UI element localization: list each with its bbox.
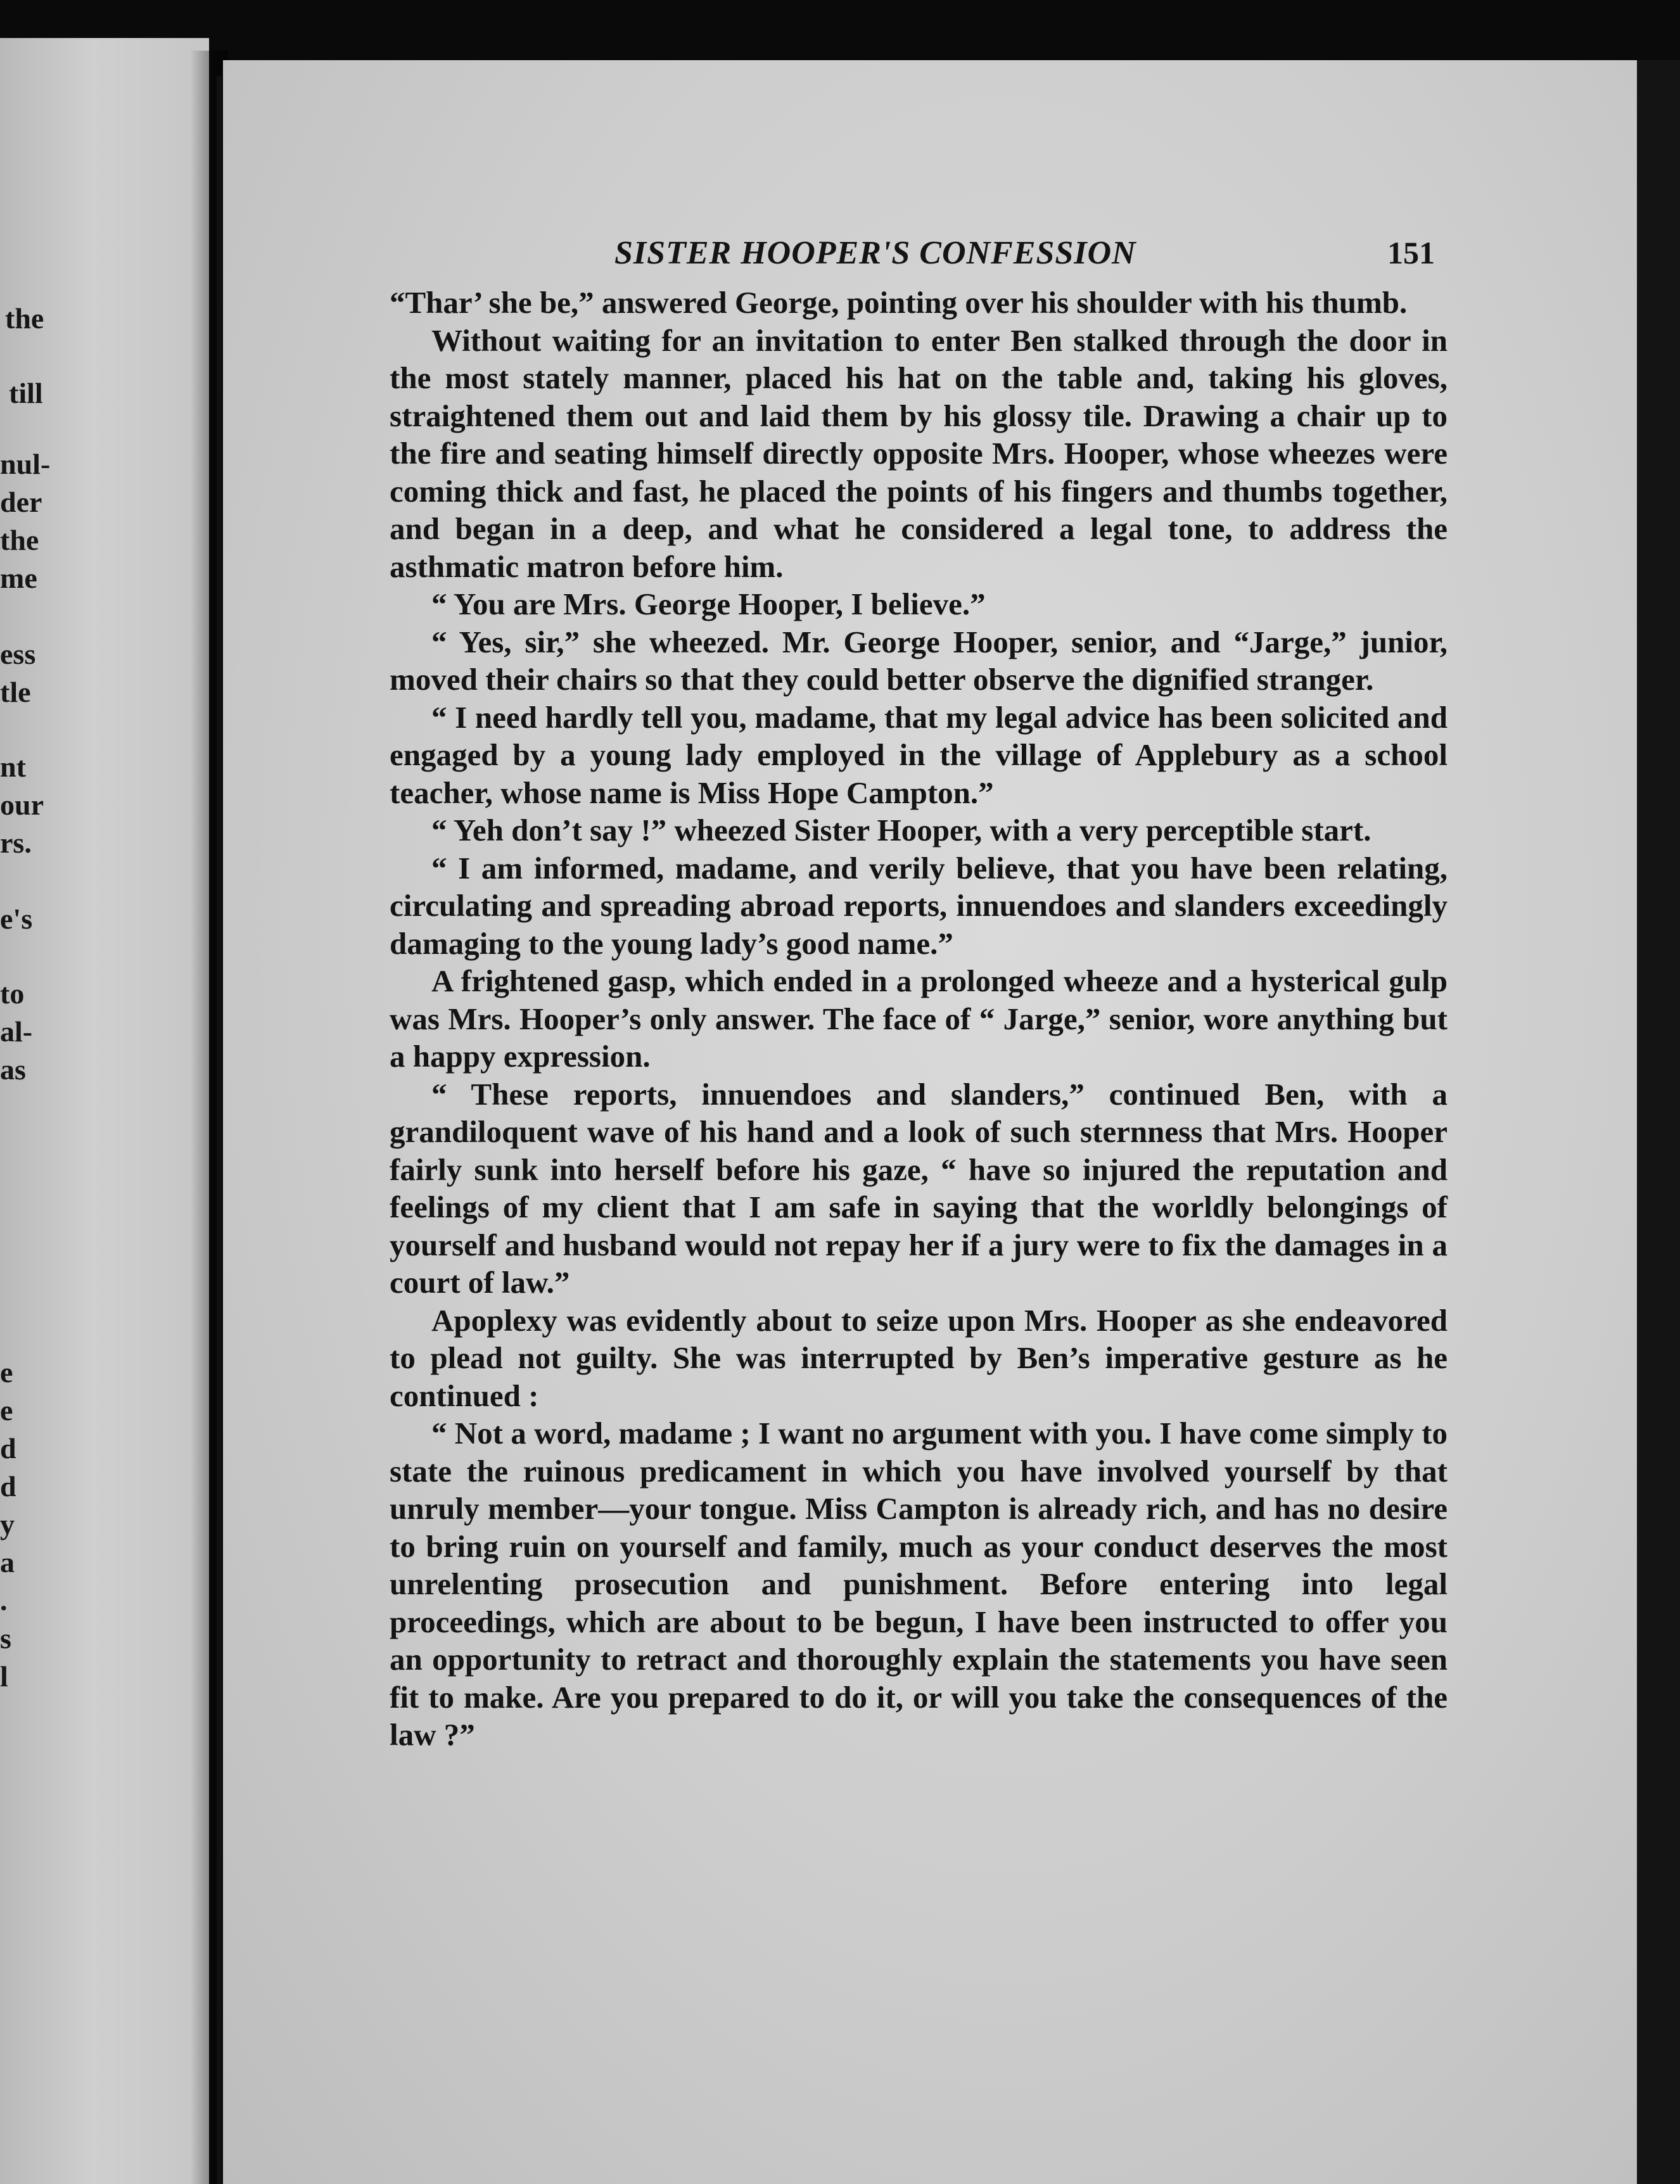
- running-head-title: SISTER HOOPER'S CONFESSION: [614, 235, 1136, 271]
- page-edge-shadow: [1637, 60, 1680, 2184]
- paragraph: “ Yeh don’t say !” wheezed Sister Hooper, with a very perceptible start.: [431, 813, 1371, 848]
- fragment: the: [0, 524, 39, 556]
- fragment: y: [0, 1508, 15, 1540]
- fragment: l: [0, 1660, 8, 1692]
- fragment: e: [0, 1356, 13, 1388]
- paragraph: “ Not a word, madame ; I want no argument with you. I have come simply to state the ruinous predicament in which you have involved yourself by that unruly member—your tongue. Miss Campton is already rich, and has no desire to bring ruin on yourself and family, much as your conduct deserves the most unrelenting prosecution and punishment. Before entering into legal proceedings, which are about to be begun, I have been instructed to offer you an opportunity to retract and thoroughly explain the statements you have seen fit to make. Are you prepared to do it, or will you take the consequences of the law ?”: [390, 1416, 1448, 1752]
- fragment: nul-: [0, 448, 51, 480]
- fragment: der: [0, 486, 42, 518]
- paragraph: “ Yes, sir,” she wheezed. Mr. George Hooper, senior, and “Jarge,” junior, moved their chairs so that they could better observe the dignified stranger.: [390, 624, 1448, 697]
- fragment: rs.: [0, 827, 32, 859]
- page-number: 151: [1387, 235, 1435, 270]
- fragment: al-: [0, 1015, 33, 1048]
- paragraph: “ These reports, innuendoes and slanders,” continued Ben, with a grandiloquent wave of his hand and a look of such sternness that Mrs. Hooper fairly sunk into herself before his gaze, “ have so injured the reputation and feelings of my client that I am safe in saying that the worldly belongings of yourself and husband would not repay her if a jury were to fix the damages in a court of law.”: [390, 1076, 1448, 1300]
- fragment: our: [0, 789, 44, 821]
- page-content: [390, 234, 1448, 1754]
- fragment: .: [0, 1584, 8, 1616]
- fragment: till: [9, 377, 43, 409]
- book-spine-line: [217, 76, 222, 2184]
- paragraph: Without waiting for an invitation to enter Ben stalked through the door in the most stately manner, placed his hat on the table and, taking his gloves, straightened them out and laid them by his glossy tile. Drawing a chair up to the fire and seating himself directly opposite Mrs. Hooper, whose wheezes were coming thick and fast, he placed the points of his fingers and thumbs together, and began in a deep, and what he considered a legal tone, to address the asthmatic matron before him.: [390, 322, 1448, 584]
- paragraph: Apoplexy was evidently about to seize upon Mrs. Hooper as she endeavored to plead not guilty. She was interrupted by Ben’s imperative gesture as he continued :: [390, 1302, 1448, 1413]
- fragment: a: [0, 1546, 15, 1578]
- fragment: ess: [0, 638, 36, 670]
- fragment: the: [5, 302, 44, 334]
- fragment: to: [0, 977, 25, 1010]
- fragment: d: [0, 1470, 16, 1502]
- paragraph: “ I am informed, madame, and verily believe, that you have been relating, circulating and spreading abroad reports, innuendoes and slanders exceedingly damaging to the young lady’s good name.”: [390, 850, 1448, 961]
- fragment: s: [0, 1622, 11, 1654]
- paragraph: “Thar’ she be,” answered George, pointing over his shoulder with his thumb.: [390, 285, 1408, 320]
- fragment: me: [0, 562, 37, 594]
- fragment: d: [0, 1432, 16, 1464]
- paragraph: “ I need hardly tell you, madame, that my legal advice has been solicited and engaged by a young lady employed in the village of Applebury as a school teacher, whose name is Miss Hope Campton.”: [390, 699, 1448, 810]
- running-head: [390, 234, 1448, 279]
- paragraph: A frightened gasp, which ended in a prolonged wheeze and a hysterical gulp was Mrs. Hooper’s only answer. The face of “ Jarge,” senior, wore anything but a happy expression.: [390, 963, 1448, 1074]
- previous-page-text-fragments: [0, 0, 209, 2184]
- fragment: e: [0, 1394, 13, 1426]
- fragment: as: [0, 1053, 26, 1086]
- fragment: e's: [0, 903, 33, 935]
- fragment: tle: [0, 676, 31, 708]
- fragment: nt: [0, 751, 26, 783]
- paragraph: “ You are Mrs. George Hooper, I believe.”: [431, 587, 986, 621]
